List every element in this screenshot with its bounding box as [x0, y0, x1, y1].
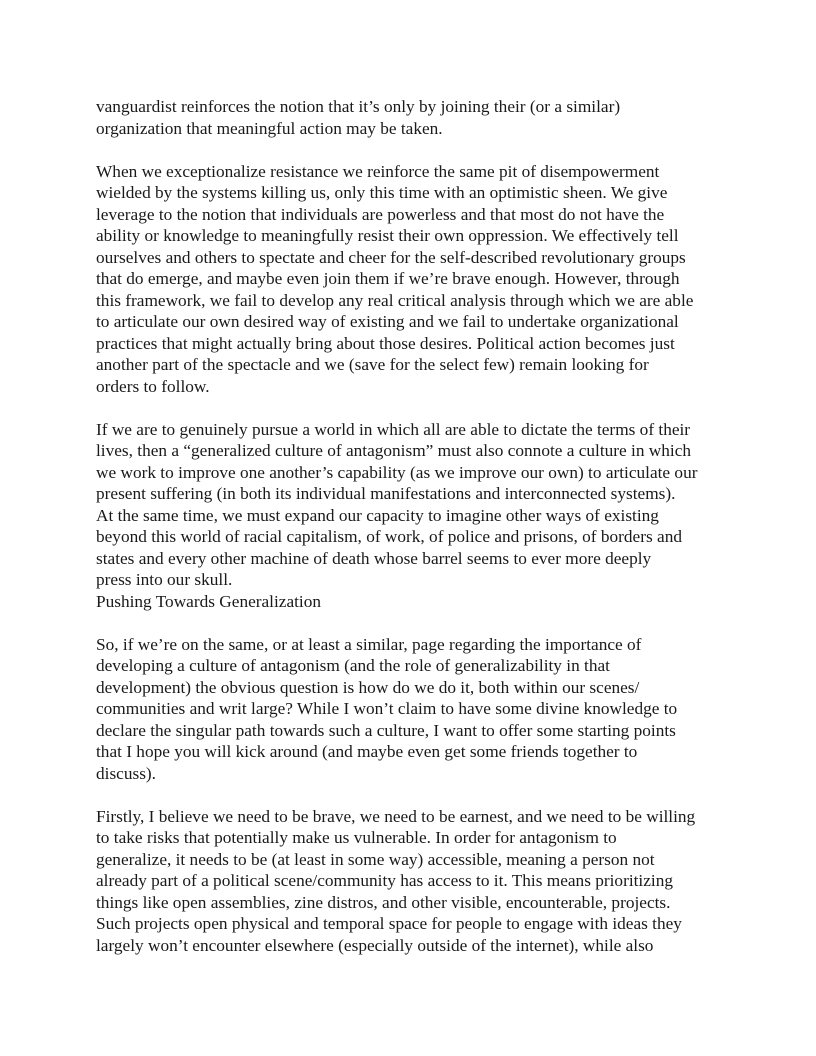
text-line: wielded by the systems killing us, only this time with an optimistic sheen. We give — [96, 183, 668, 202]
paragraph-spacer — [96, 397, 724, 419]
text-line: things like open assemblies, zine distros, and other visible, encounterable, projects. — [96, 892, 671, 912]
text-line: present suffering (in both its individual manifestations and interconnected systems). — [96, 484, 676, 503]
text-line: we work to improve one another’s capability (as we improve our own) to articulate our — [96, 462, 698, 482]
text-line: to articulate our own desired way of existing and we fail to undertake organizational — [96, 312, 679, 331]
text-line: generalize, it needs to be (at least in some way) accessible, meaning a person not — [96, 849, 655, 869]
paragraph — [96, 96, 724, 139]
text-line: beyond this world of racial capitalism, of work, of police and prisons, of borders and — [96, 527, 682, 546]
text-line: leverage to the notion that individuals are powerless and that most do not have the — [96, 204, 665, 224]
text-line: this framework, we fail to develop any real critical analysis through which we are able — [96, 290, 694, 310]
text-line: organization that meaningful action may be taken. — [96, 118, 443, 138]
text-line: to take risks that potentially make us vulnerable. In order for antagonism to — [96, 828, 617, 847]
text-line: practices that might actually bring about those desires. Political action becomes just — [96, 333, 675, 353]
text-line: developing a culture of antagonism (and the role of generalizability in that — [96, 656, 610, 675]
text-line: declare the singular path towards such a culture, I want to offer some starting points — [96, 720, 676, 740]
text-line: another part of the spectacle and we (save for the select few) remain looking for — [96, 355, 649, 374]
text-line: At the same time, we must expand our capacity to imagine other ways of existing — [96, 505, 659, 525]
text-line: discuss). — [96, 763, 157, 783]
text-line: largely won’t encounter elsewhere (especially outside of the internet), while also — [96, 935, 654, 955]
text-line: So, if we’re on the same, or at least a similar, page regarding the importance of — [96, 634, 642, 654]
paragraph — [96, 419, 724, 591]
text-line: states and every other machine of death whose barrel seems to ever more deeply — [96, 548, 652, 568]
text-line: When we exceptionalize resistance we reinforce the same pit of disempowerment — [96, 161, 660, 181]
text-line: Such projects open physical and temporal space for people to engage with ideas they — [96, 914, 682, 933]
paragraph — [96, 634, 724, 785]
paragraph-spacer — [96, 139, 724, 161]
section-heading — [96, 591, 724, 613]
text-line: If we are to genuinely pursue a world in which all are able to dictate the terms of their — [96, 419, 691, 439]
heading-text: Pushing Towards Generalization — [96, 591, 322, 611]
text-line: that do emerge, and maybe even join them if we’re brave enough. However, through — [96, 269, 680, 288]
paragraph-spacer — [96, 784, 724, 806]
text-line: orders to follow. — [96, 376, 210, 396]
text-line: ourselves and others to spectate and cheer for the self-described revolutionary groups — [96, 247, 686, 267]
document-page — [96, 96, 724, 956]
text-line: press into our skull. — [96, 570, 233, 589]
text-line: ability or knowledge to meaningfully resist their own oppression. We effectively tell — [96, 226, 679, 245]
paragraph — [96, 806, 724, 957]
text-line: already part of a political scene/community has access to it. This means prioritizing — [96, 871, 673, 890]
text-line: that I hope you will kick around (and maybe even get some friends together to — [96, 742, 638, 761]
text-line: development) the obvious question is how do we do it, both within our scenes/ — [96, 677, 640, 697]
text-line: vanguardist reinforces the notion that it’s only by joining their (or a similar) — [96, 97, 621, 116]
text-line: lives, then a “generalized culture of antagonism” must also connote a culture in which — [96, 441, 692, 460]
paragraph-spacer — [96, 612, 724, 634]
text-line: Firstly, I believe we need to be brave, we need to be earnest, and we need to be willing — [96, 806, 696, 826]
text-line: communities and writ large? While I won’t claim to have some divine knowledge to — [96, 699, 678, 718]
paragraph — [96, 161, 724, 398]
